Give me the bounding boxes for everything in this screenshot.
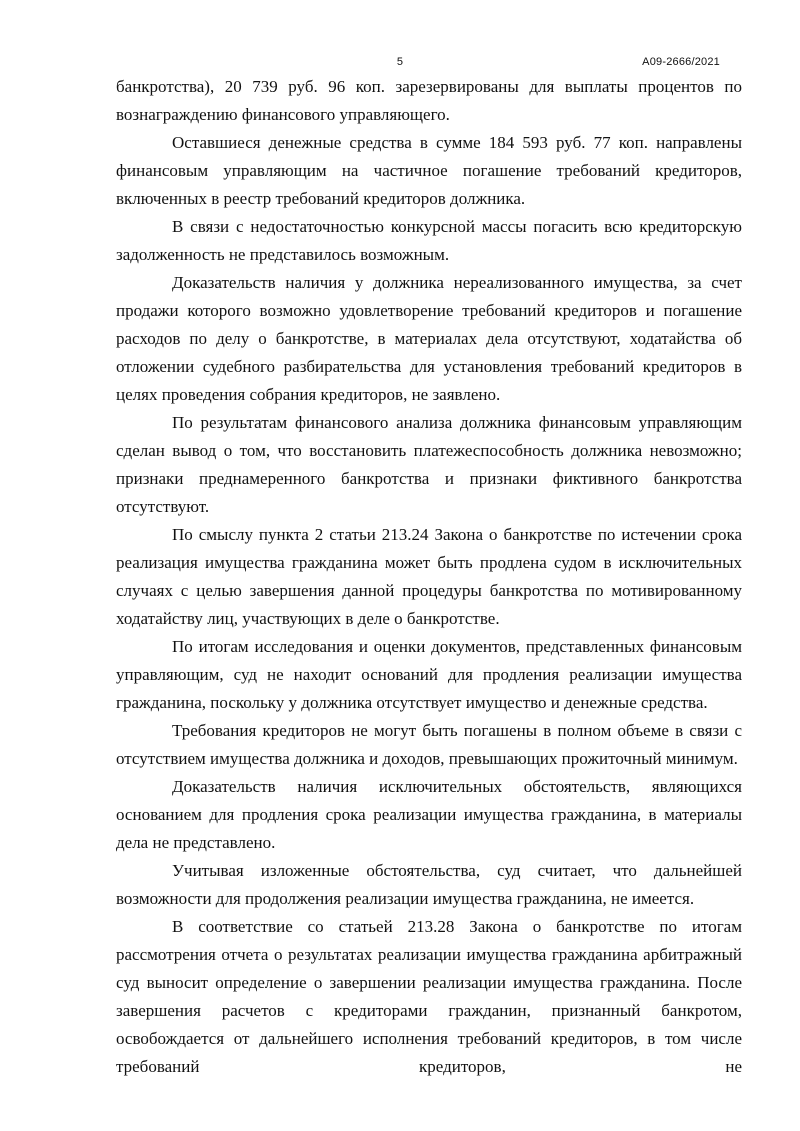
paragraph: В связи с недостаточностью конкурсной массы погасить всю кредиторскую задолженность не представилось возможным. xyxy=(116,217,742,264)
page-number: 5 xyxy=(396,56,404,68)
paragraph: Оставшиеся денежные средства в сумме 184 593 руб. 77 коп. направлены финансовым управляющим на частичное погашение требований кредиторов, включенных в реестр требований кредиторов должника. xyxy=(116,133,742,208)
paragraph: По результатам финансового анализа должника финансовым управляющим сделан вывод о том, что восстановить платежеспособность должника невозможно; признаки преднамеренного банкротства и признаки фиктивного банкротства отсутствуют. xyxy=(116,413,742,516)
paragraph: Учитывая изложенные обстоятельства, суд считает, что дальнейшей возможности для продолжения реализации имущества гражданина, не имеется. xyxy=(116,861,742,908)
paragraph: По итогам исследования и оценки документов, представленных финансовым управляющим, суд не находит оснований для продления реализации имущества гражданина, поскольку у должника отсутствует имущество и денежные средства. xyxy=(116,637,742,712)
paragraph: По смыслу пункта 2 статьи 213.24 Закона о банкротстве по истечении срока реализация имущества гражданина может быть продлена судом в исключительных случаях с целью завершения данной процедуры банкротства по мотивированному ходатайству лиц, участвующих в деле о банкротстве. xyxy=(116,525,742,628)
paragraph: банкротства), 20 739 руб. 96 коп. зарезервированы для выплаты процентов по вознаграждению финансового управляющего. xyxy=(116,77,742,124)
paragraph: Доказательств наличия исключительных обстоятельств, являющихся основанием для продления срока реализации имущества гражданина, в материалы дела не представлено. xyxy=(116,777,742,852)
paragraph: Доказательств наличия у должника нереализованного имущества, за счет продажи которого возможно удовлетворение требований кредиторов и погашение расходов по делу о банкротстве, в материалах дела отсутствуют, ходатайства об отложении судебного разбирательства для установления требований кредиторов в целях проведения собрания кредиторов, не заявлено. xyxy=(116,273,742,404)
document-body xyxy=(116,73,742,1081)
case-number: А09-2666/2021 xyxy=(642,56,720,68)
paragraph: Требования кредиторов не могут быть погашены в полном объеме в связи с отсутствием имущества должника и доходов, превышающих прожиточный минимум. xyxy=(116,721,742,768)
paragraph: В соответствие со статьей 213.28 Закона о банкротстве по итогам рассмотрения отчета о результатах реализации имущества гражданина арбитражный суд выносит определение о завершении реализации имущества гражданина. После завершения расчетов с кредиторами гражданин, признанный банкротом, освобождается от дальнейшего исполнения требований кредиторов, в том числе требований кредиторов, не xyxy=(116,917,742,1076)
